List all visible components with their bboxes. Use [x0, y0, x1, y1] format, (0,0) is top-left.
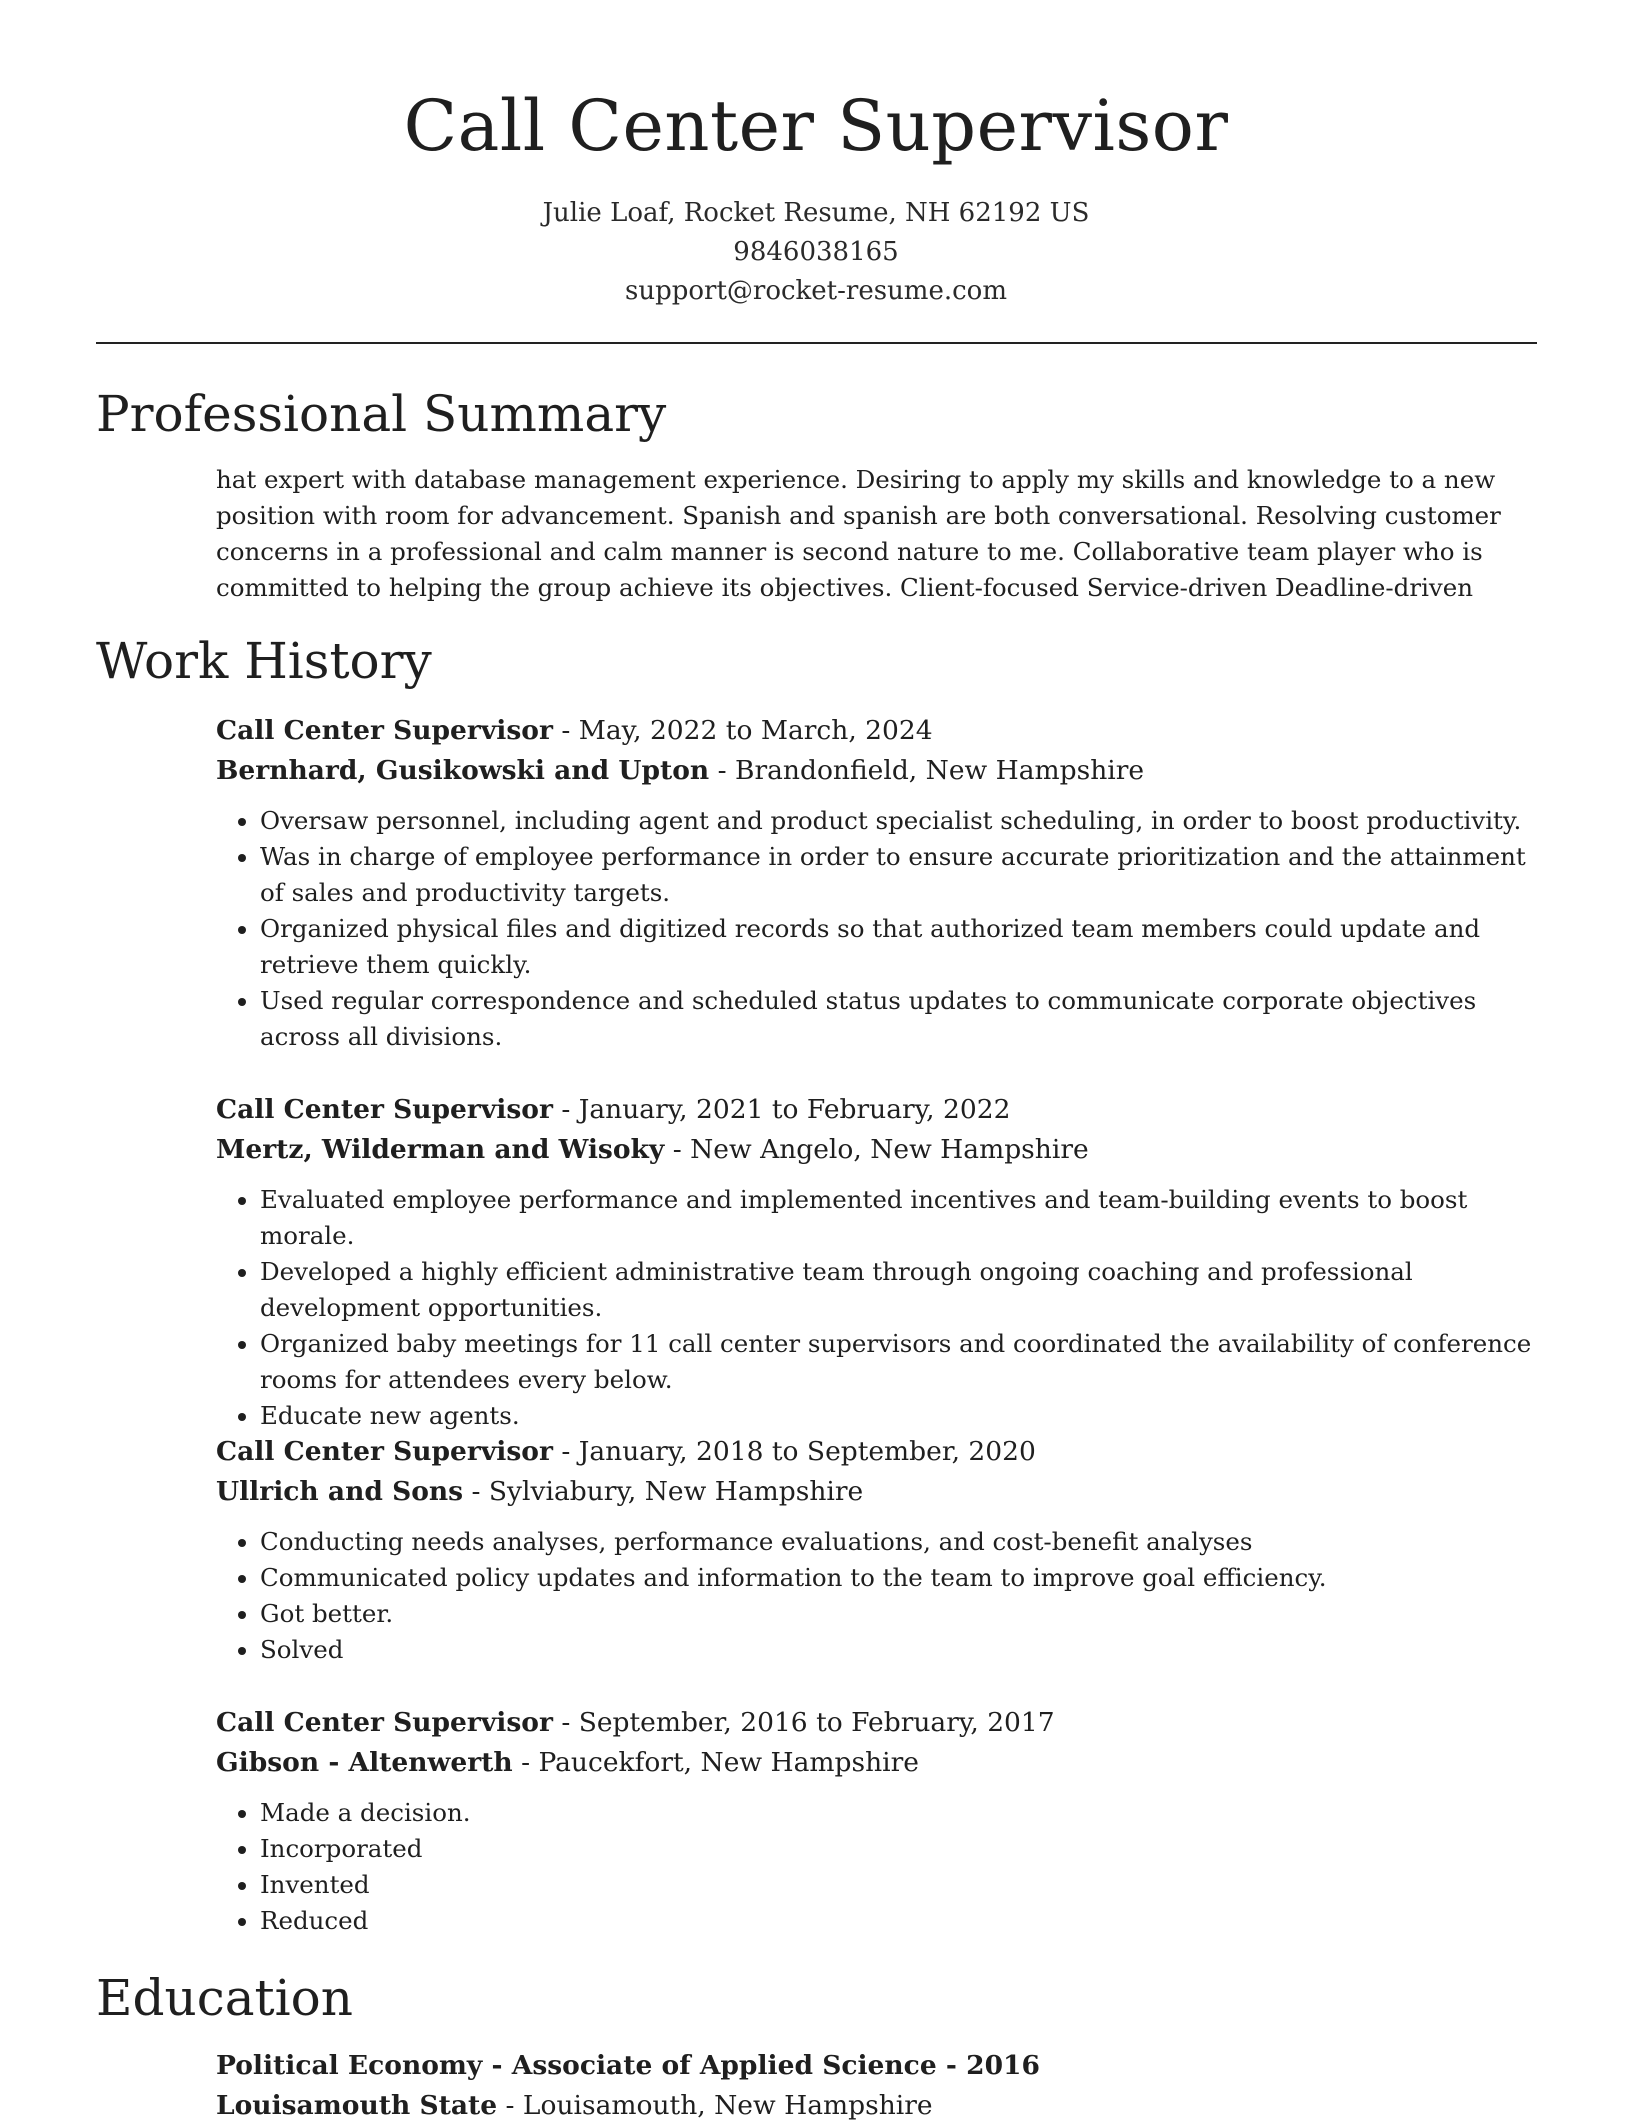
job-company: Ullrich and Sons: [216, 1476, 464, 1507]
job-bullet: • Reduced: [260, 1903, 1536, 1939]
summary-text: hat expert with database management experience. Desiring to apply my skills and knowledge to a new position with room for advancement. Spanish and spanish are both conversational. Resolving customer concerns in a professional and calm manner is second nature to me. Collaborative team player who is committed to helping the group achieve its objectives. Client-focused Service-driven Deadline-driven: [216, 465, 1501, 602]
job-bullets: [216, 1795, 1536, 1939]
job-bullet: • Educate new agents.: [260, 1398, 1536, 1434]
work-history-heading: Work History: [96, 632, 432, 690]
job-bullet: • Was in charge of employee performance in order to ensure accurate prioritization and the attainment of sales and productivity targets.: [260, 839, 1536, 911]
job-title-line: [216, 1432, 1536, 1472]
contact-email: support@rocket-resume.com: [624, 276, 1007, 306]
job-dates: - September, 2016 to February, 2017: [552, 1707, 1055, 1738]
job-title-line: [216, 1090, 1536, 1130]
job-bullet: • Used regular correspondence and scheduled status updates to communicate corporate objectives across all divisions.: [260, 983, 1536, 1055]
education-entry: [216, 2046, 1536, 2126]
job-company: Gibson - Altenwerth: [216, 1747, 513, 1778]
education-degree: Political Economy - Associate of Applied Science - 2016: [216, 2050, 1040, 2081]
job-entry: [216, 711, 1536, 1055]
job-entry: [216, 1703, 1536, 1939]
job-bullets: [216, 803, 1536, 1055]
education-location: - Louisamouth, New Hampshire: [497, 2090, 933, 2121]
job-title: Call Center Supervisor: [216, 1094, 553, 1125]
job-bullets: [216, 1182, 1536, 1434]
job-bullet: • Organized baby meetings for 11 call center supervisors and coordinated the availability of conference rooms for attendees every below.: [260, 1326, 1536, 1398]
contact-address: Julie Loaf, Rocket Resume, NH 62192 US: [542, 198, 1090, 228]
job-dates: - May, 2022 to March, 2024: [552, 715, 933, 746]
job-bullet: • Conducting needs analyses, performance evaluations, and cost-benefit analyses: [260, 1524, 1536, 1560]
job-company-line: [216, 1743, 1536, 1783]
education-heading: Education: [96, 1969, 353, 2027]
job-bullets: [216, 1524, 1536, 1668]
job-bullet: • Organized physical files and digitized records so that authorized team members could update and retrieve them quickly.: [260, 911, 1536, 983]
job-company-line: [216, 1130, 1536, 1170]
summary-heading: Professional Summary: [96, 385, 667, 443]
job-bullet: • Oversaw personnel, including agent and product specialist scheduling, in order to boost productivity.: [260, 803, 1536, 839]
job-bullet: • Communicated policy updates and information to the team to improve goal efficiency.: [260, 1560, 1536, 1596]
job-location: - Sylviabury, New Hampshire: [463, 1476, 864, 1507]
resume-header: [0, 0, 1632, 311]
job-bullet: • Got better.: [260, 1596, 1536, 1632]
contact-block: [0, 194, 1632, 311]
job-bullet: • Invented: [260, 1867, 1536, 1903]
job-company: Mertz, Wilderman and Wisoky: [216, 1134, 665, 1165]
header-divider: [96, 342, 1537, 344]
job-title: Call Center Supervisor: [216, 1707, 553, 1738]
job-title-line: [216, 711, 1536, 751]
job-company-line: [216, 751, 1536, 791]
job-entry: [216, 1090, 1536, 1434]
contact-phone: 9846038165: [733, 237, 899, 267]
job-company-line: [216, 1472, 1536, 1512]
job-entry: [216, 1432, 1536, 1668]
job-dates: - January, 2018 to September, 2020: [552, 1436, 1036, 1467]
job-bullet: • Solved: [260, 1632, 1536, 1668]
job-dates: - January, 2021 to February, 2022: [552, 1094, 1011, 1125]
job-bullet: • Developed a highly efficient administrative team through ongoing coaching and professional development opportunities.: [260, 1254, 1536, 1326]
job-bullet: • Made a decision.: [260, 1795, 1536, 1831]
job-title-line: [216, 1703, 1536, 1743]
job-company: Bernhard, Gusikowski and Upton: [216, 755, 710, 786]
resume-title: Call Center Supervisor: [403, 85, 1229, 167]
job-title: Call Center Supervisor: [216, 715, 553, 746]
education-school: Louisamouth State: [216, 2090, 498, 2121]
education-school-line: [216, 2086, 1536, 2126]
job-location: - New Angelo, New Hampshire: [664, 1134, 1089, 1165]
job-bullet: • Evaluated employee performance and implemented incentives and team-building events to boost morale.: [260, 1182, 1536, 1254]
job-location: - Brandonfield, New Hampshire: [709, 755, 1145, 786]
job-title: Call Center Supervisor: [216, 1436, 553, 1467]
job-bullet: • Incorporated: [260, 1831, 1536, 1867]
job-location: - Paucekfort, New Hampshire: [512, 1747, 919, 1778]
